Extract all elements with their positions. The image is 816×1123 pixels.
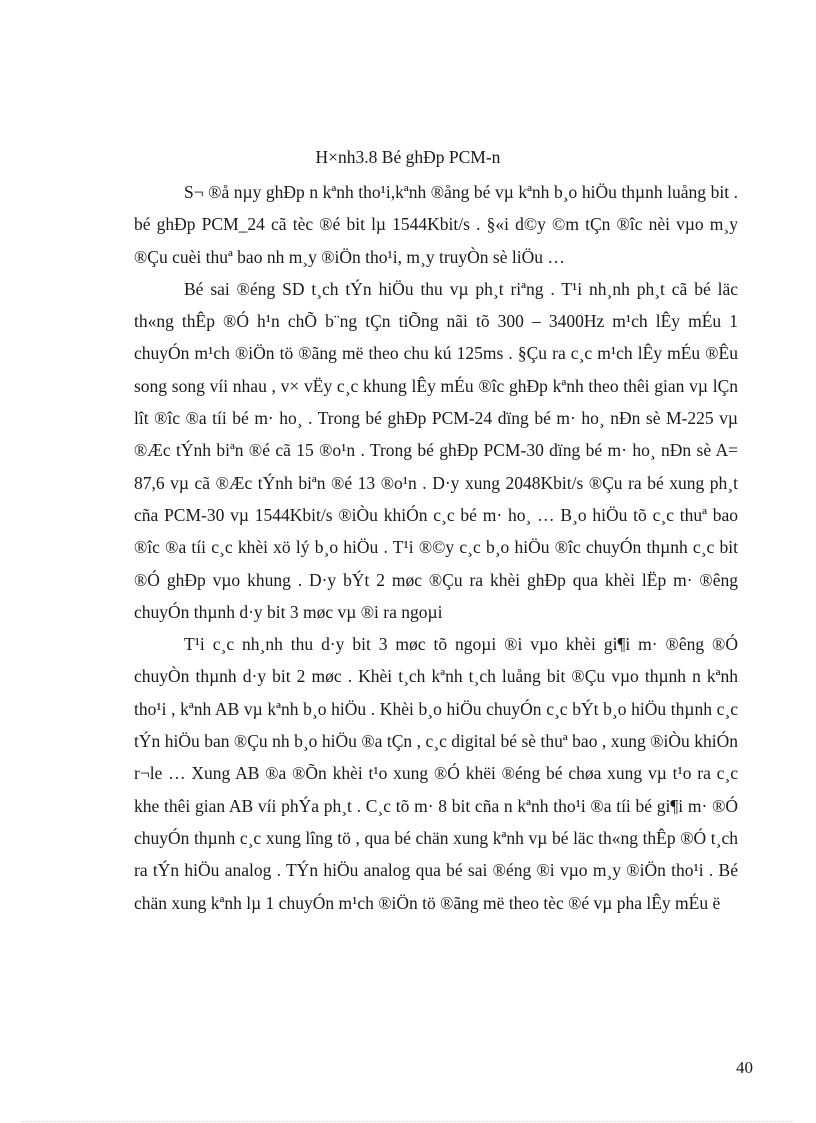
paragraph-2: Bé sai ®éng SD t¸ch tÝn hiÖu thu vµ ph¸t riªng . T¹i nh¸nh ph¸t cã bé läc th«ng thÊp ®Ó h¹n chÕ b¨ng tÇn tiÕng nãi tõ 300 – 3400Hz m¹ch lÊy mÉu 1 chuyÓn m¹ch ®iÖn tö ®ãng më theo chu kú 125ms . §Çu ra c¸c m¹ch lÊy mÉu ®Êu song song víi nhau , v× vËy c¸c khung lÊy mÉu ®îc ghÐp kªnh theo thêi gian vµ lÇn lît ®îc ®a tíi bé m· ho¸ . Trong bé ghÐp PCM-24 dïng bé m· ho¸ nÐn sè M-225 vµ ®Æc tÝnh biªn ®é cã 15 ®o¹n . Trong bé ghÐp PCM-30 dïng bé m· ho¸ nÐn sè A= 87,6 vµ cã ®Æc tÝnh biªn ®é 13 ®o¹n . D·y xung 2048Kbit/s ®Çu ra bé xung ph¸t cña PCM-30 vµ 1544Kbit/s ®iÒu khiÓn c¸c bé m· ho¸ … B¸o hiÖu tõ c¸c thuª bao ®îc ®a tíi c¸c khèi xö lý b¸o hiÖu . T¹i ®©y c¸c b¸o hiÖu ®îc chuyÓn thµnh c¸c bit ®Ó ghÐp vµo khung . D·y bÝt 2 møc ®Çu ra khèi ghÐp qua khèi lËp m· ®êng chuyÓn thµnh d·y bit 3 møc vµ ®i ra ngoµi (134, 278, 738, 622)
figure-caption: H×nh3.8 Bé ghÐp PCM-n (315, 147, 501, 167)
page-number: 40 (736, 1058, 753, 1077)
paragraph-1: S¬ ®å nµy ghÐp n kªnh tho¹i,kªnh ®ång bé vµ kªnh b¸o hiÖu thµnh luång bit . bé ghÐp PCM_24 cã tèc ®é bit lµ 1544Kbit/s . §«i d©y ©m tÇn ®îc nèi vµo m¸y ®Çu cuèi thuª bao nh m¸y ®iÖn tho¹i, m¸y truyÒn sè liÖu … (134, 182, 738, 267)
body-text (134, 176, 738, 919)
paragraph-3: T¹i c¸c nh¸nh thu d·y bit 3 møc tõ ngoµi ®i vµo khèi gi¶i m· ®êng ®Ó chuyÒn thµnh d·y bit 2 møc . Khèi t¸ch kªnh t¸ch luång bit ®Çu vµo thµnh n kªnh tho¹i , kªnh AB vµ kªnh b¸o hiÖu . Khèi b¸o hiÖu chuyÓn c¸c bÝt b¸o hiÖu thµnh c¸c tÝn hiÖu ban ®Çu nh b¸o hiÖu ®a tÇn , c¸c digital bé sè thuª bao , xung ®iÒu khiÓn r¬le … Xung AB ®a ®Õn khèi t¹o xung ®Ó khëi ®éng bé chøa xung vµ t¹o ra c¸c khe thêi gian AB víi phÝa ph¸t . C¸c tõ m· 8 bit cña n kªnh tho¹i ®a tíi bé gi¶i m· ®Ó chuyÓn thµnh c¸c xung lîng tö , qua bé chän xung kªnh vµ bé läc th«ng thÊp ®Ó t¸ch ra tÝn hiÖu analog . TÝn hiÖu analog qua bé sai ®éng ®i vµo m¸y ®iÖn tho¹i . Bé chän xung kªnh lµ 1 chuyÓn m¹ch ®iÖn tö ®ãng më theo tèc ®é vµ pha lÊy mÉu ë (134, 634, 738, 913)
bottom-divider (22, 1121, 794, 1122)
